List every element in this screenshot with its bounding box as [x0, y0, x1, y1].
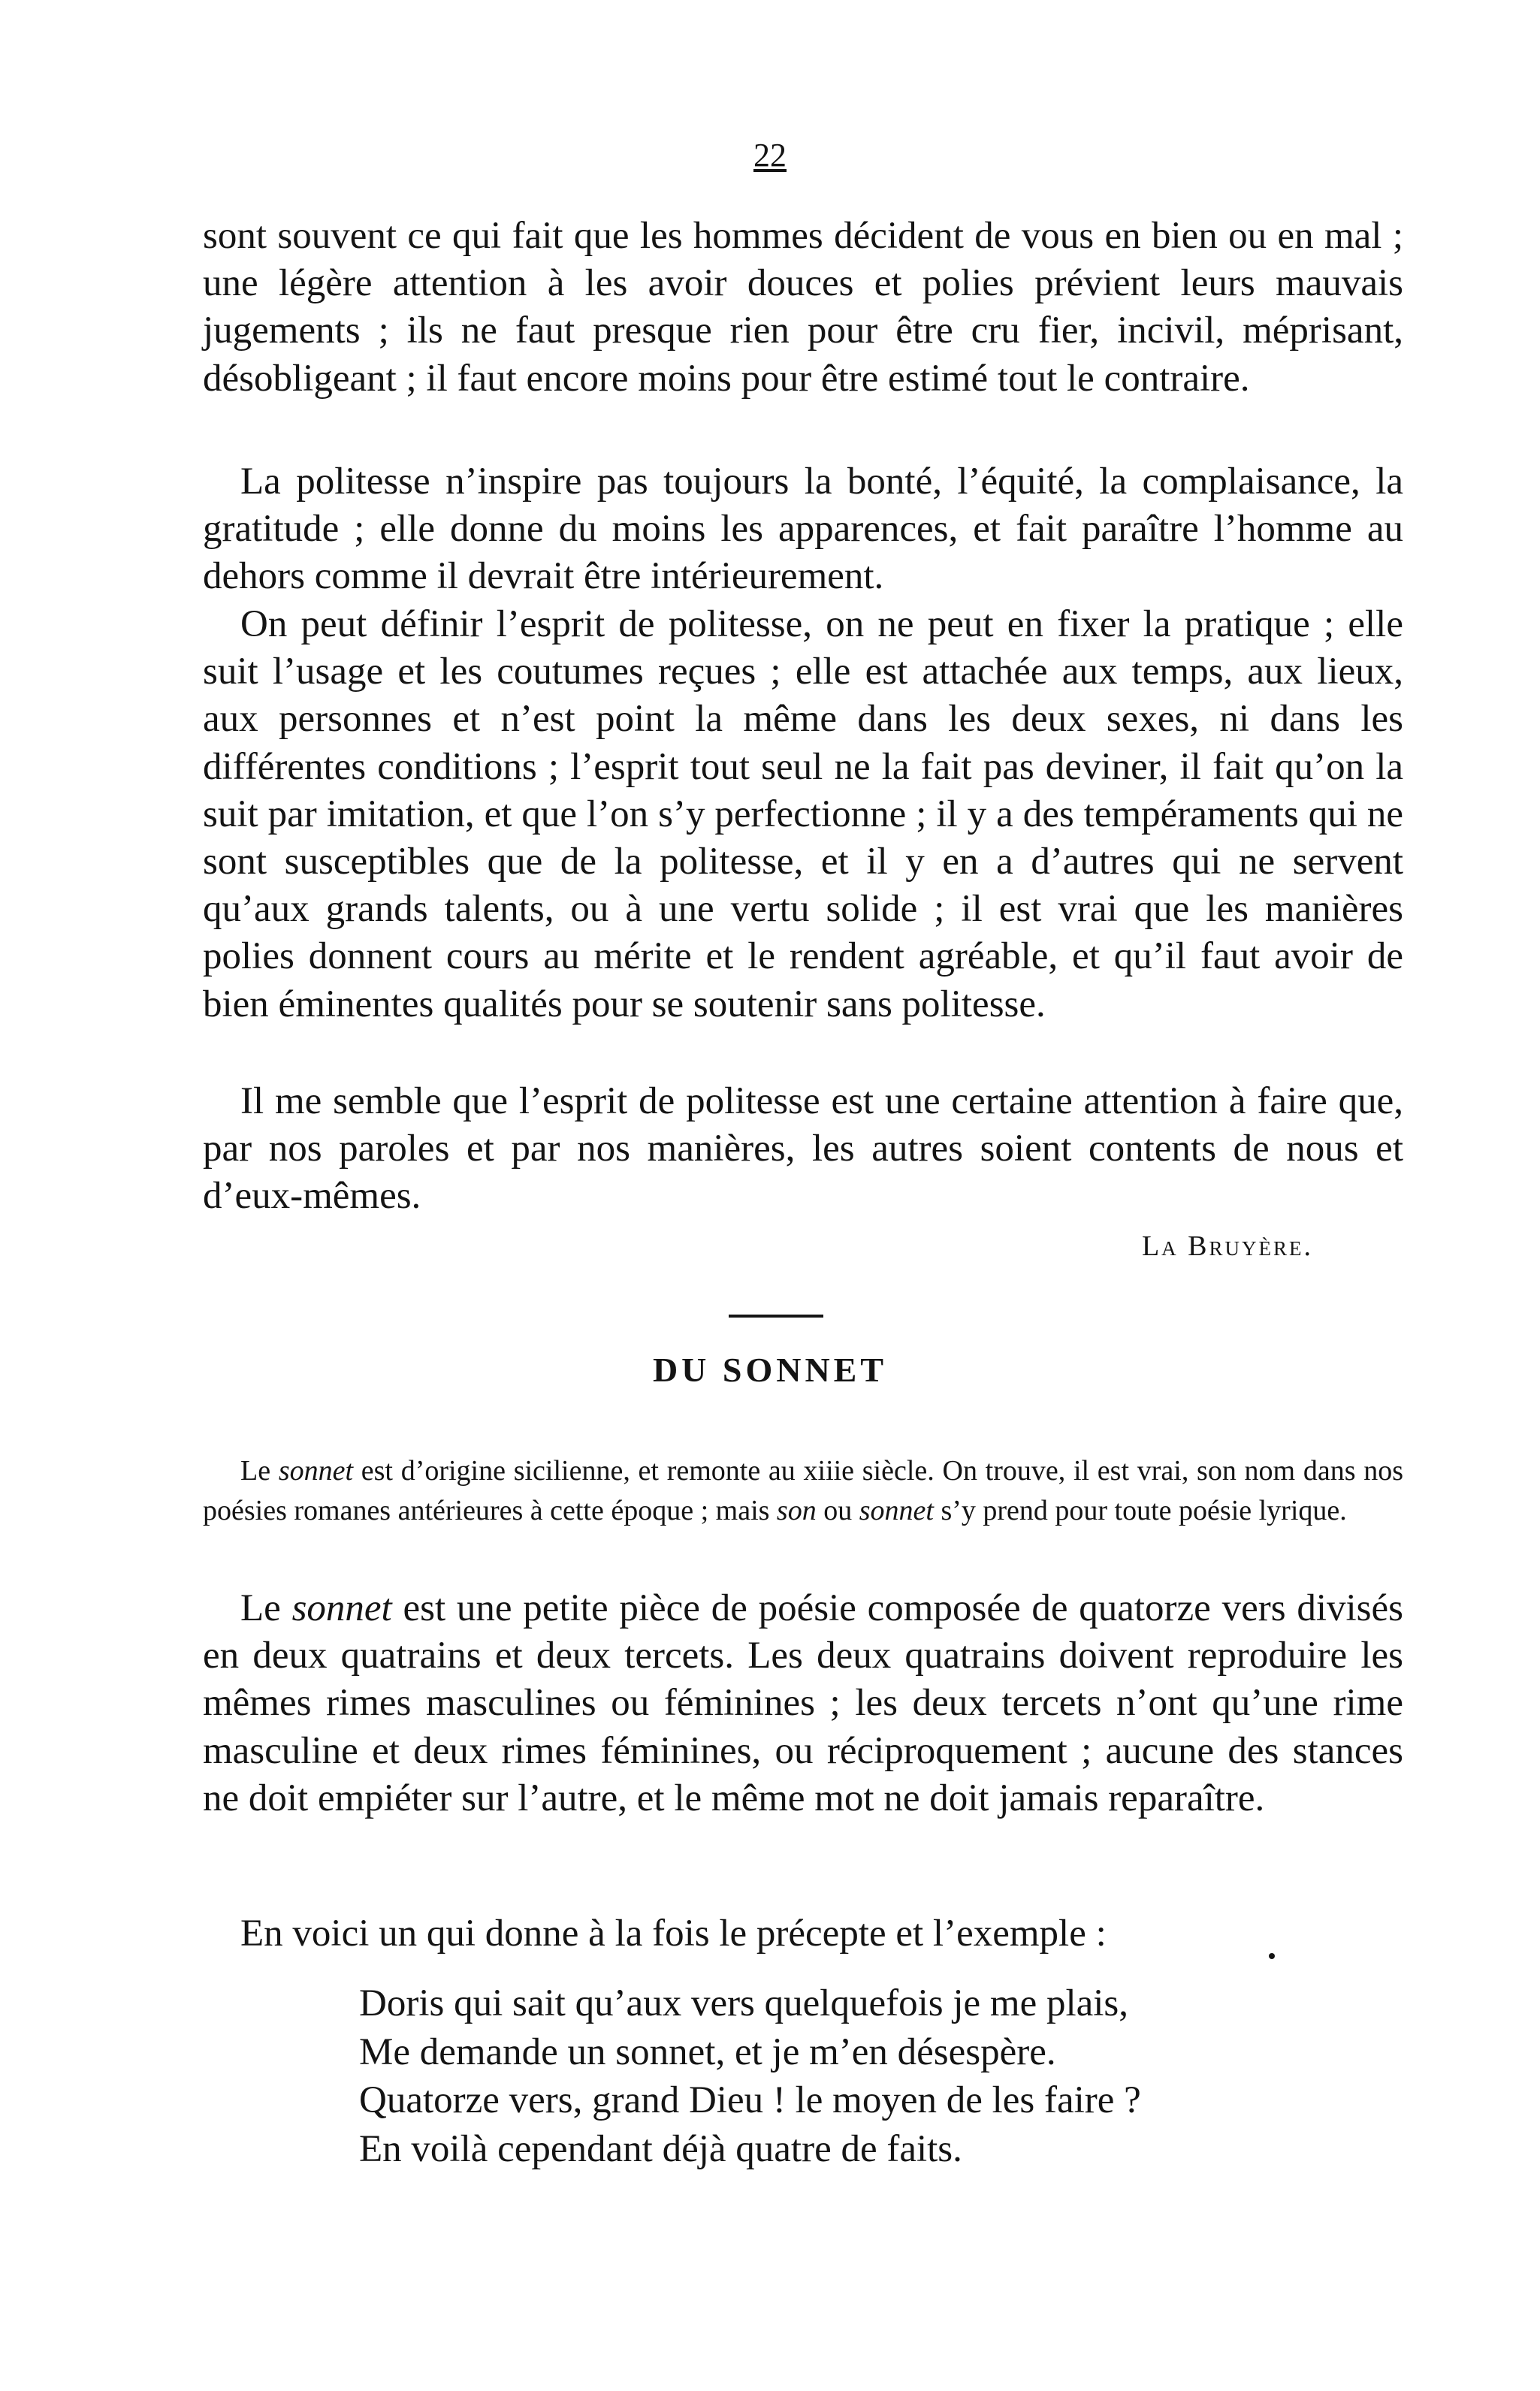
note-italic-word: son	[776, 1494, 817, 1526]
sonnet-origin-note	[203, 1451, 1403, 1530]
page-number: 22	[753, 137, 787, 174]
paragraph-text: En voici un qui donne à la fois le précepte et l’exemple :	[240, 1912, 1107, 1955]
poem-verse: Quatorze vers, grand Dieu ! le moyen de les faire ?	[359, 2079, 1141, 2121]
poem-verse: Me demande un sonnet, et je m’en désespère.	[359, 2030, 1056, 2073]
paragraph-attention	[203, 1078, 1403, 1221]
paragraph-intro	[203, 1910, 1403, 1958]
paragraph-text: Il me semble que l’esprit de politesse est une certaine attention à faire que, par nos paroles et par nos manières, les autres soient contents de nous et d’eux-mêmes.	[203, 1080, 1403, 1218]
ink-speck	[1269, 1953, 1275, 1959]
paragraph-text: On peut définir l’esprit de politesse, on ne peut en fixer la pratique ; elle suit l’usage et les coutumes reçues ; elle est attachée aux temps, aux lieux, aux personnes et n’est point la même dans les deux sexes, ni dans les différentes conditions ; l’esprit tout seul ne la fait pas deviner, il fait qu’on la suit par imitation, et que l’on s’y perfectionne ; il y a des tempéraments qui ne sont susceptibles que de la politesse, et il y en a d’autres qui ne servent qu’aux grands talents, ou à une vertu solide ; il est vrai que les manières polies donnent cours au mérite et le rendent agréable, et qu’il faut avoir de bien éminentes qualités pour se soutenir sans politesse.	[203, 603, 1403, 1025]
paragraph-continuation	[203, 213, 1403, 403]
poem-verse: En voilà cependant déjà quatre de faits.	[359, 2127, 962, 2170]
note-text: s’y prend pour toute poésie lyrique.	[933, 1494, 1347, 1526]
italic-word: sonnet	[291, 1587, 392, 1629]
poem-verse: Doris qui sait qu’aux vers quelquefois je me plais,	[359, 1982, 1129, 2024]
note-italic-word: sonnet	[859, 1494, 934, 1526]
poem	[359, 1979, 1336, 2173]
paragraph-text: sont souvent ce qui fait que les hommes décident de vous en bien ou en mal ; une légère attention à les avoir douces et polies prévient leurs mauvais jugements ; ils ne faut presque rien pour être cru fier, incivil, méprisant, désobligeant ; il faut encore moins pour être estimé tout le contraire.	[203, 215, 1403, 400]
paragraph-text	[203, 1585, 1403, 1822]
note-text: Le	[240, 1455, 279, 1487]
section-title: DU SONNET	[652, 1351, 888, 1389]
paragraph-sonnet-definition	[203, 1585, 1403, 1822]
paragraph-politesse-bonte	[203, 458, 1403, 601]
paragraph-text: La politesse n’inspire pas toujours la bonté, l’équité, la complaisance, la gratitude ; elle donne du moins les apparences, et fait paraître l’homme au dehors comme il devrait être intérieurement.	[203, 460, 1403, 598]
note-text: est d’origine sicilienne, et remonte au xiiie siècle. On trouve, il est vrai, son nom dans nos poésies romanes antérieures à cette époque ; mais	[203, 1455, 1404, 1526]
paragraph-esprit-politesse	[203, 601, 1403, 1028]
note-text: ou	[816, 1494, 859, 1526]
paragraph-text-part: Le	[240, 1587, 292, 1629]
author-signature: La Bruyère.	[1141, 1230, 1313, 1262]
note-italic-word: sonnet	[278, 1455, 354, 1487]
section-divider	[729, 1315, 823, 1318]
paragraph-text-part: est une petite pièce de poésie composée de quatorze vers divisés en deux quatrains et deux tercets. Les deux quatrains doivent reproduire les mêmes rimes masculines ou féminines ; les deux tercets n’ont qu’une rime masculine et deux rimes féminines, ou réciproquement ; aucune des stances ne doit empiéter sur l’autre, et le même mot ne doit jamais reparaître.	[203, 1587, 1403, 1819]
